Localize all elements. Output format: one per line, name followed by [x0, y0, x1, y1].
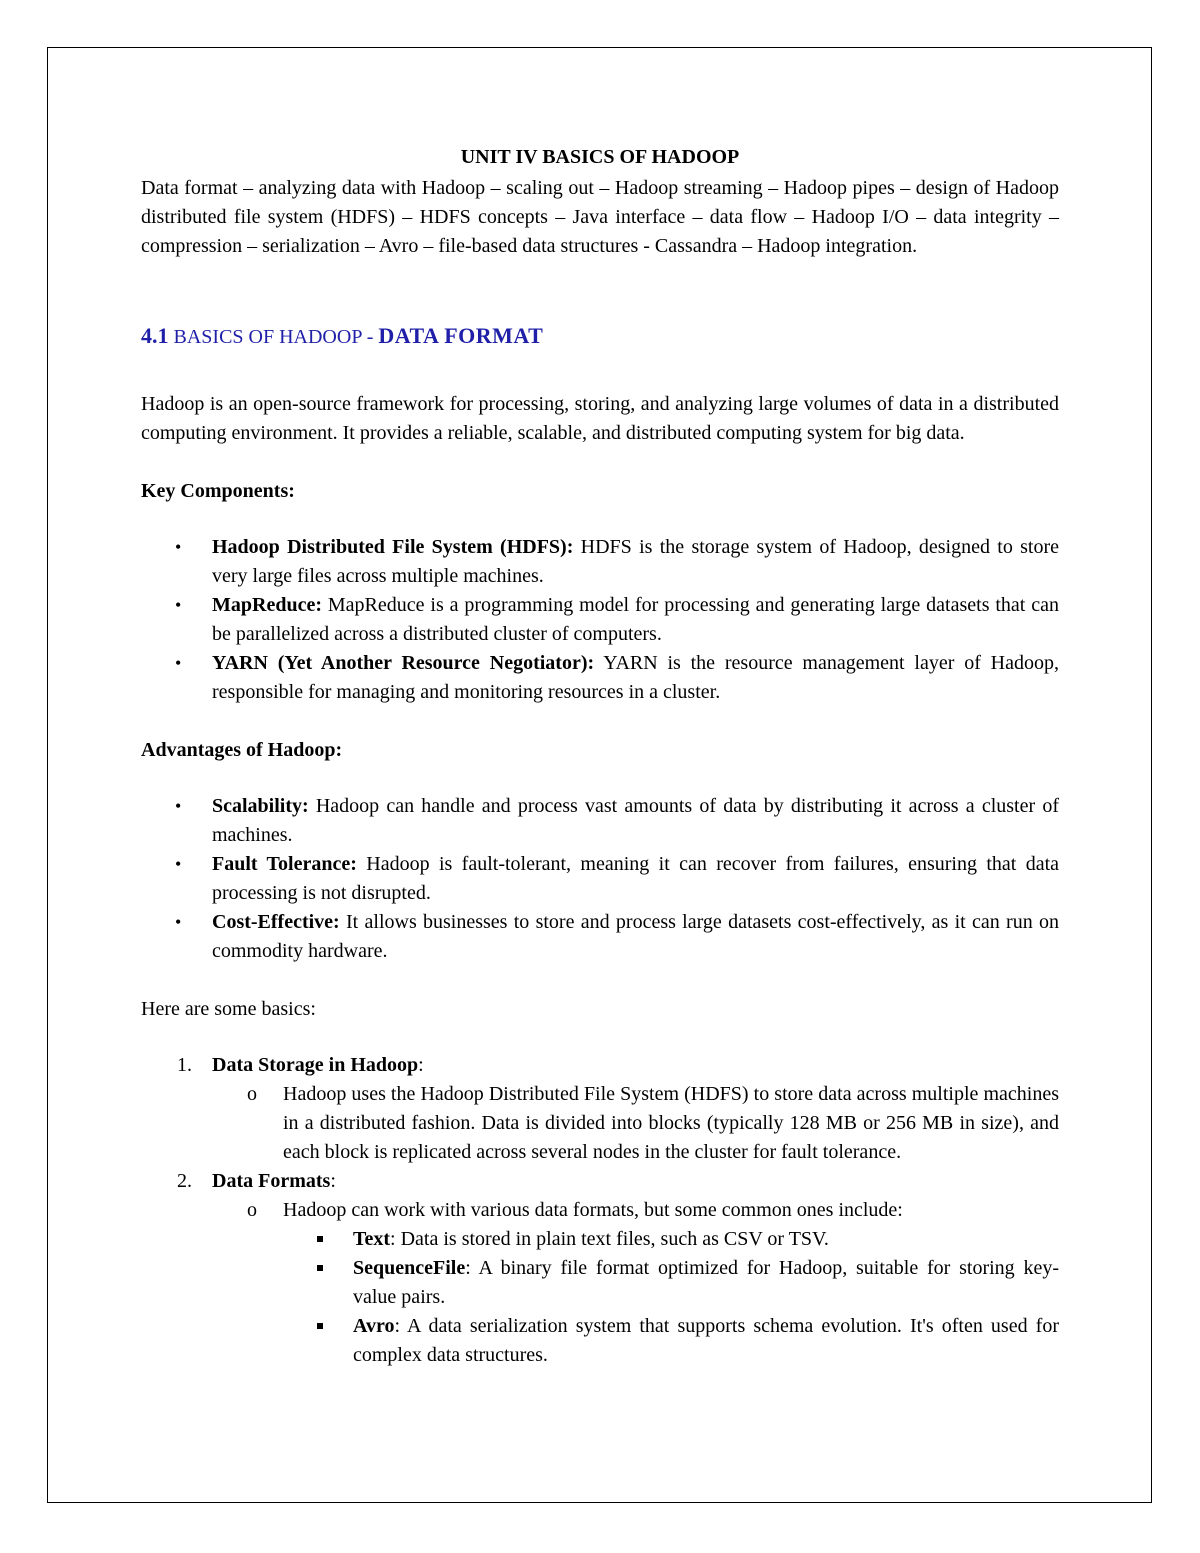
advantages-list	[141, 792, 1059, 966]
list-item-term: Scalability:	[212, 795, 309, 817]
document-body	[141, 140, 1059, 1370]
sub-list-item	[212, 1080, 1059, 1167]
format-text: : A data serialization system that supports schema evolution. It's often used for complex data structures.	[353, 1315, 1059, 1366]
numbered-item	[141, 1167, 1059, 1370]
list-item-text: Hadoop can handle and process vast amounts of data by distributing it across a cluster of machines.	[212, 795, 1059, 846]
list-item	[141, 533, 1059, 591]
circle-bullet-icon: o	[247, 1199, 257, 1221]
list-item-term: Fault Tolerance:	[212, 853, 357, 875]
sub-list-item	[212, 1196, 1059, 1370]
sub-list-item-text: Hadoop can work with various data formats, but some common ones include:	[283, 1199, 903, 1221]
list-item	[141, 792, 1059, 850]
circle-bullet-icon: o	[247, 1083, 257, 1105]
section-number: 4.1	[141, 323, 169, 348]
bullet-icon: •	[175, 653, 182, 673]
basics-list	[141, 1051, 1059, 1370]
format-item	[283, 1225, 1059, 1254]
unit-summary: Data format – analyzing data with Hadoop – scaling out – Hadoop streaming – Hadoop pipes – design of Hadoop distributed file system (HDFS) – HDFS concepts – Java interface – data flow – Hadoop I/O – data integrity – compression – serialization – Avro – file-based data structures - Cassandra – Hadoop integration.	[141, 177, 1059, 257]
advantages-heading: Advantages of Hadoop:	[141, 739, 343, 761]
format-term: Avro	[353, 1315, 395, 1337]
list-item	[141, 591, 1059, 649]
key-components-list	[141, 533, 1059, 707]
bullet-icon: •	[175, 595, 182, 615]
bullet-icon: •	[175, 912, 182, 932]
bullet-icon: •	[175, 537, 182, 557]
item-number: 2.	[177, 1170, 192, 1192]
section-heading	[141, 321, 1059, 352]
section-title-part1: BASICS OF HADOOP -	[173, 326, 379, 348]
numbered-item-term: Data Formats	[212, 1170, 331, 1192]
list-item	[141, 850, 1059, 908]
bullet-icon: •	[175, 796, 182, 816]
list-item-text: YARN is the resource management layer of Hadoop, responsible for managing and monitoring resources in a cluster.	[212, 652, 1059, 703]
format-term: Text	[353, 1228, 391, 1250]
format-text: : A binary file format optimized for Hadoop, suitable for storing key-value pairs.	[353, 1257, 1059, 1308]
list-item-text: MapReduce is a programming model for processing and generating large datasets that can be parallelized across a distributed cluster of computers.	[212, 594, 1059, 645]
basics-intro: Here are some basics:	[141, 998, 316, 1020]
list-item-term: Hadoop Distributed File System (HDFS):	[212, 536, 574, 558]
sub-list	[212, 1196, 1059, 1370]
sub-list	[212, 1080, 1059, 1167]
list-item	[141, 908, 1059, 966]
list-item-text: Hadoop is fault-tolerant, meaning it can recover from failures, ensuring that data processing is not disrupted.	[212, 853, 1060, 904]
format-list	[283, 1225, 1059, 1370]
list-item	[141, 649, 1059, 707]
square-bullet-icon	[317, 1236, 323, 1242]
list-item-term: MapReduce:	[212, 594, 322, 616]
numbered-item-suffix: :	[330, 1170, 336, 1192]
list-item-text: HDFS is the storage system of Hadoop, designed to store very large files across multiple machines.	[212, 536, 1059, 587]
section-title-part2: DATA FORMAT	[378, 323, 544, 348]
hadoop-intro-paragraph: Hadoop is an open-source framework for processing, storing, and analyzing large volumes of data in a distributed computing environment. It provides a reliable, scalable, and distributed computing system for big data.	[141, 393, 1059, 444]
numbered-item	[141, 1051, 1059, 1167]
list-item-term: Cost-Effective:	[212, 911, 340, 933]
numbered-item-suffix: :	[418, 1054, 424, 1076]
bullet-icon: •	[175, 854, 182, 874]
unit-title: UNIT IV BASICS OF HADOOP	[460, 146, 740, 168]
item-number: 1.	[177, 1054, 192, 1076]
numbered-item-term: Data Storage in Hadoop	[212, 1054, 419, 1076]
square-bullet-icon	[317, 1265, 323, 1271]
key-components-heading: Key Components:	[141, 480, 295, 502]
list-item-term: YARN (Yet Another Resource Negotiator):	[212, 652, 595, 674]
format-item	[283, 1254, 1059, 1312]
format-term: SequenceFile	[353, 1257, 466, 1279]
square-bullet-icon	[317, 1323, 323, 1329]
sub-list-item-text: Hadoop uses the Hadoop Distributed File System (HDFS) to store data across multiple machines in a distributed fashion. Data is divided into blocks (typically 128 MB or 256 MB in size), and each block is replicated across several nodes in the cluster for fault tolerance.	[283, 1083, 1059, 1163]
format-text: : Data is stored in plain text files, such as CSV or TSV.	[390, 1228, 829, 1250]
list-item-text: It allows businesses to store and process large datasets cost-effectively, as it can run on commodity hardware.	[212, 911, 1059, 962]
format-item	[283, 1312, 1059, 1370]
